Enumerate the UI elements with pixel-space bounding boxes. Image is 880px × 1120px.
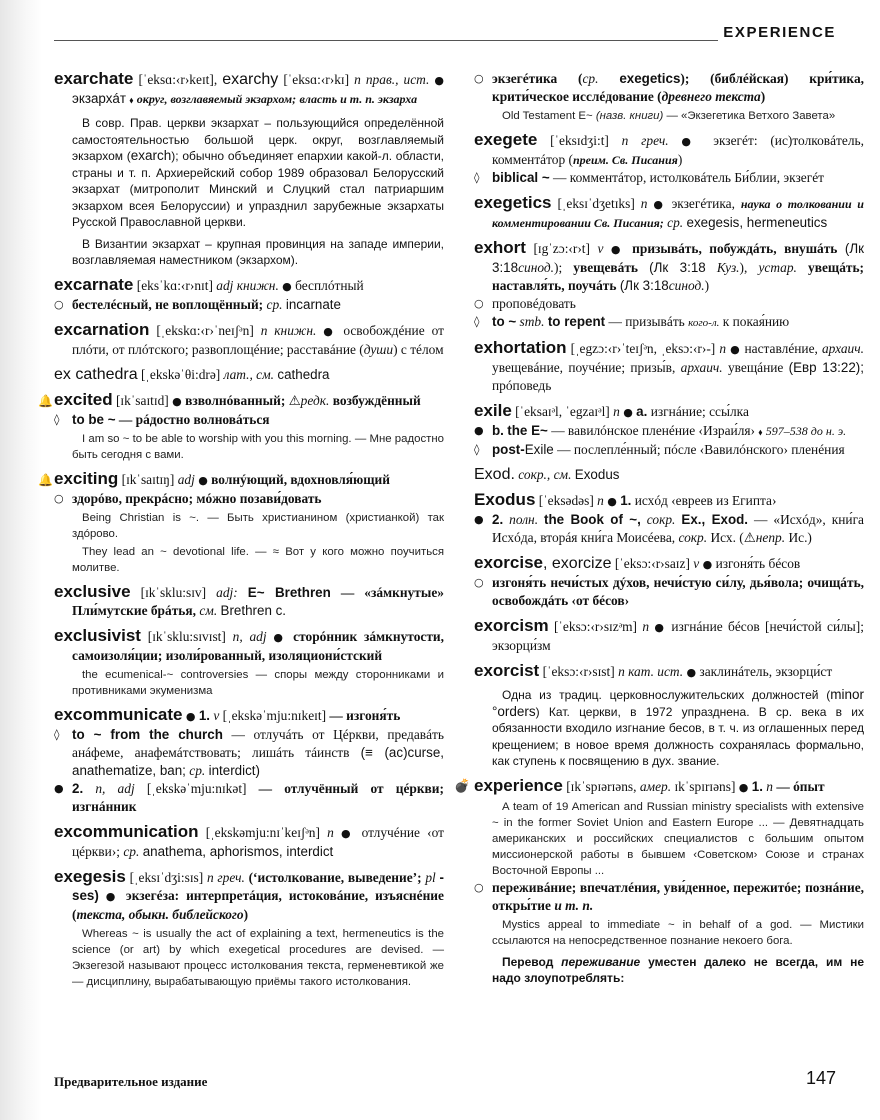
translation: изгоня́ть нечи́стых дýхов, нечи́стую си́лу, дья́вола; очищáть, освобождáть ‹от бéсов› bbox=[492, 575, 864, 608]
bible-reference: (Лк 3:18 bbox=[492, 241, 865, 275]
bible-reference: (Евр 13:22); bbox=[788, 360, 864, 375]
entry-excommunication bbox=[54, 823, 444, 861]
entry-exod bbox=[474, 466, 864, 484]
headword: excommunicate bbox=[54, 704, 183, 724]
entry-exorcise bbox=[474, 554, 864, 610]
pronunciation: [ˌeksɪˈdʒi:sɪs] bbox=[129, 869, 204, 885]
sense-number: 1. bbox=[751, 778, 763, 794]
note-text: Одна из традиц. церковнослужительских должностей ( bbox=[502, 688, 831, 702]
headword: Exod. bbox=[474, 466, 515, 483]
definition: округ, возглавяемый экзархом; bbox=[136, 92, 297, 106]
sense-number: 2. bbox=[72, 780, 84, 796]
header-rule bbox=[54, 40, 718, 41]
cross-ref-label: ср. bbox=[123, 843, 140, 859]
open-circle-icon: ○ bbox=[54, 491, 64, 505]
entry-exile bbox=[474, 402, 864, 459]
entry-exegetics bbox=[474, 194, 864, 232]
translation: бесплóтный bbox=[295, 277, 364, 293]
note-text: В совр. Прав. церкви экзархат – пользующийся определённой самостоятельностью большой церк. округ, возглавляемый экзархом ( bbox=[72, 116, 444, 163]
phrase: to be ~ bbox=[72, 411, 116, 427]
headword: exciting bbox=[54, 468, 119, 488]
warning-icon: ⚠ bbox=[743, 530, 756, 545]
cross-ref-link[interactable]: interdict) bbox=[208, 762, 260, 778]
synonyms: (≡ (ac)curse, anathematize, ban; bbox=[72, 744, 444, 778]
pos-label: adj bbox=[177, 471, 195, 487]
translation: бестелéсный, не воплощённый; bbox=[72, 296, 264, 312]
pronunciation: [ˌekskɑ:‹r›ˈneɪʃᵊn] bbox=[156, 322, 254, 338]
usage-label: и т. п. bbox=[554, 897, 594, 913]
right-column bbox=[454, 70, 865, 994]
bullet-icon: ● bbox=[282, 279, 292, 293]
headword: exhort bbox=[474, 238, 526, 257]
pronunciation: [ˈeksɑ:‹r›kɪ] bbox=[283, 72, 350, 87]
example: Whereas ~ is usually the act of explaining a text, hermeneutics is the science (or art) by which exegetical procedures are devised. — Экзегезой называют процесс истолкования текста, герменевтикой же — дисциплину, вырабатывающую приёмы такого истолкования. bbox=[72, 927, 444, 988]
bullet-icon: ● bbox=[623, 406, 633, 419]
pos-label: лат., см. bbox=[223, 366, 275, 382]
bullet-icon: ● bbox=[474, 513, 484, 526]
headword: exile bbox=[474, 401, 512, 420]
punctuation: ); bbox=[553, 260, 563, 275]
cross-ref-label: см. bbox=[199, 602, 218, 618]
translation: — óпыт bbox=[776, 778, 825, 794]
headword: exorcism bbox=[474, 616, 549, 635]
pronunciation: [ˈeksɔ:‹r›sɪst] bbox=[542, 664, 615, 679]
bullet-icon: ● bbox=[738, 780, 749, 794]
note-term: переживание bbox=[561, 954, 641, 969]
pos-label: n bbox=[719, 341, 727, 356]
running-head: EXPERIENCE bbox=[723, 24, 836, 41]
example: I am so ~ to be able to worship with you this morning. — Мне радостно быть сегодня с вами. bbox=[72, 432, 444, 461]
translation: взволнóванный; bbox=[185, 392, 286, 408]
sense-letter: b. bbox=[492, 423, 504, 438]
translation: проповéдовать bbox=[492, 296, 576, 311]
reference-label: синод. bbox=[518, 260, 554, 275]
open-circle-icon: ○ bbox=[474, 880, 484, 894]
note-text: ); обычно объединяет епархии какой-л. области, страны и т. п. Архиерейский собор 1989 образовал Белорусский экзархат (митрополит Минский и Слуцкий стал патриаршим экзархом всея Белоруссии) и упразднил зарубежные экзархаты Русской Православной церкви. bbox=[72, 149, 444, 229]
punctuation: ), bbox=[739, 260, 748, 275]
example-translation: — «Экзегетика Ветхого Завета» bbox=[666, 110, 836, 122]
phrase: the E~ bbox=[507, 423, 548, 438]
usage-label: редк. bbox=[300, 392, 330, 408]
translation: здорóво, прекрáсно; мóжно позави́довать bbox=[72, 490, 322, 506]
diamond-icon: ◊ bbox=[54, 727, 60, 741]
note-text: ) Кат. церкви, в 1972 упразднена. В ср. века в их обязанности входило изгнание бесов, в т. ч. из оглашенных перед крещением; в новое время должность сохранялась формально, как ступень к посвящению в дух. звание. bbox=[492, 704, 864, 768]
translation: увещевáть bbox=[573, 260, 638, 275]
translation: возбуждённый bbox=[332, 392, 421, 408]
pos-label: v bbox=[693, 556, 700, 571]
translation: увещевáние, поучéние; призы́в, bbox=[492, 360, 676, 375]
phrase-translation: — послепле́нный; пóсле ‹Вавилóнского› пленéния bbox=[557, 442, 845, 457]
translation: — изгоня́ть bbox=[329, 707, 401, 723]
headword: excited bbox=[54, 389, 113, 409]
translation: заклинáтель, экзорци́ст bbox=[699, 664, 833, 679]
pos-label: n греч. bbox=[206, 869, 245, 885]
diamond-icon: ◊ bbox=[474, 171, 480, 184]
cross-ref-link[interactable]: exegetics bbox=[619, 71, 681, 86]
bullet-icon: ● bbox=[434, 74, 444, 87]
pos-label: n bbox=[642, 619, 650, 634]
translation: увещáть; наставля́ть, поучáть bbox=[492, 260, 865, 293]
example-label: (назв. книги) bbox=[595, 110, 664, 122]
translation: экзегéза: интерпретáция, истоковáние, изъяснéние ( bbox=[72, 887, 444, 922]
headword: exclusive bbox=[54, 581, 131, 601]
plural-label: pl bbox=[425, 869, 436, 885]
note-term: minor °orders bbox=[492, 687, 864, 719]
cross-ref-link[interactable]: incarnate bbox=[285, 296, 341, 312]
headword: exegesis bbox=[54, 866, 126, 886]
pronunciation: [ɪkˈspɪərɪəns, bbox=[566, 778, 637, 794]
translation: изгнáние бéсов [нечи́стой си́лы]; экзорци́зм bbox=[492, 619, 864, 653]
phrase: biblical ~ bbox=[492, 170, 550, 185]
entry-exegesis bbox=[54, 868, 444, 990]
translation: — вавилóнское пленéние ‹Израи́ля› bbox=[551, 423, 756, 438]
pronunciation: [ɪkˈsaɪtɪŋ] bbox=[121, 471, 175, 487]
cross-ref-link[interactable]: cathedra bbox=[277, 366, 330, 382]
phrase-translation: — отлучáть от Цéркви, предавáть анáфеме, анафемáтствовать; лишáть тáинств bbox=[72, 726, 444, 760]
etymology: (‘истолкование, выведение’; bbox=[248, 869, 422, 885]
translation: сторóнник зáмкнутости, самоизоля́ции; изоли́рованный, изоляциони́стский bbox=[72, 628, 444, 663]
phrase-label: кого-л. bbox=[688, 317, 720, 329]
phrase: to ~ bbox=[492, 314, 517, 329]
pronunciation: [ˌekskəˈmju:nɪkət] bbox=[146, 780, 247, 796]
translation: ) bbox=[760, 89, 766, 104]
pronunciation: [ˈeksɑ:‹r›keɪt], bbox=[138, 72, 218, 87]
headword: exhortation bbox=[474, 338, 567, 357]
entry-exclusive bbox=[54, 583, 444, 620]
entry-exhortation bbox=[474, 339, 864, 395]
entry-exegesis-continued bbox=[474, 70, 864, 124]
example: They lead an ~ devotional life. — ≈ Вот у кого можно поучиться молитве. bbox=[72, 545, 444, 574]
cross-ref-link[interactable]: anathema, aphorismos, interdict bbox=[142, 843, 334, 859]
bullet-icon: ● bbox=[653, 198, 666, 211]
bullet-icon: ● bbox=[681, 135, 701, 148]
usage-label: непр. bbox=[755, 530, 786, 545]
reference-label: синод. bbox=[668, 278, 705, 293]
diamond-icon: ◊ bbox=[54, 412, 60, 426]
headword: excarnate bbox=[54, 274, 134, 294]
bullet-icon: ● bbox=[610, 243, 625, 256]
pronunciation: [ˌekskəˈθi:drə] bbox=[140, 366, 221, 382]
entry-exciting bbox=[38, 468, 444, 576]
entry-excarnate bbox=[54, 276, 444, 314]
pronunciation: [ˈeksɔ:‹r›saɪz] bbox=[614, 556, 690, 571]
note-text: Перевод bbox=[502, 954, 554, 969]
example: the ecumenical-~ controversies — споры между сторонниками и противниками экуменизма bbox=[72, 668, 444, 697]
pos-label: adj книжн. bbox=[216, 277, 279, 293]
page-gutter-shadow bbox=[0, 0, 42, 1120]
incorrect-form: Ис.) bbox=[788, 530, 812, 545]
sense-number: 2. bbox=[492, 512, 504, 527]
pronunciation: [ˈeksaɪᵊl, ˈegzaɪᵊl] bbox=[515, 404, 610, 419]
example: Being Christian is ~. — Быть христианином (христианкой) так здóрово. bbox=[72, 511, 444, 540]
bullet-icon: ● bbox=[185, 709, 196, 723]
usage-label: амер. bbox=[639, 778, 672, 794]
diamond-icon: ◊ bbox=[474, 315, 480, 328]
bullet-icon: ● bbox=[654, 621, 666, 634]
headword: Exodus bbox=[474, 490, 536, 509]
headword: excarnation bbox=[54, 319, 150, 339]
headword: exegetics bbox=[474, 193, 552, 212]
entry-excommunicate bbox=[54, 706, 444, 816]
pronunciation: [ɪkˈsklu:sɪv] bbox=[140, 584, 207, 600]
usage-label: сокр. bbox=[646, 512, 676, 527]
pos-label: сокр., см. bbox=[518, 467, 572, 482]
bullet-icon: ● bbox=[607, 495, 617, 508]
translation: призывáть, побуждáть, внушáть bbox=[632, 241, 838, 256]
translation-gloss: древнего текста bbox=[661, 89, 761, 104]
translation: волнýющий, вдохновля́ющий bbox=[211, 471, 390, 487]
reference-label: Куз. bbox=[716, 260, 740, 275]
entry-excited bbox=[38, 389, 444, 463]
pos-label: adj: bbox=[216, 584, 238, 600]
entry-excarnation bbox=[54, 321, 444, 359]
phrase: to ~ from the church bbox=[72, 726, 223, 742]
translation: изгнáние; ссы́лка bbox=[650, 404, 749, 419]
entry-exegete bbox=[474, 131, 864, 187]
pronunciation: [ɪkˈsklu:sɪvɪst] bbox=[147, 628, 226, 644]
cross-ref-link[interactable]: exegesis, hermeneutics bbox=[686, 215, 828, 230]
phrase-label: smb. bbox=[519, 314, 545, 329]
headword: ex cathedra bbox=[54, 365, 138, 383]
pos-label: n, adj bbox=[232, 628, 267, 644]
translation: ); (библéйская) кри́тика, крити́ческое исслéдование ( bbox=[492, 71, 864, 104]
usage-label: архаич. bbox=[821, 341, 864, 356]
bullet-icon: ● bbox=[105, 889, 119, 903]
bullet-icon: ● bbox=[474, 424, 484, 437]
bullet-icon: ● bbox=[198, 473, 208, 487]
translation: экзегéтика, bbox=[671, 196, 735, 211]
bullet-icon: ● bbox=[730, 343, 741, 356]
pronunciation: [ɪgˈzɔ:‹r›t] bbox=[533, 241, 590, 256]
pronunciation: [ˈeksədəs] bbox=[538, 493, 594, 508]
sense-number: 1. bbox=[620, 493, 632, 508]
note-text: В Византии экзархат – крупная провинция на западе империи, возглавляемая наместником (экзархом). bbox=[72, 236, 444, 267]
example: Mystics appeal to immediate ~ in behalf of a god. — Мистики ссылаются на непосредственное познание некоего бога. bbox=[492, 918, 864, 947]
pronunciation: ɪkˈspɪrɪəns] bbox=[674, 778, 736, 794]
pronunciation: [ˌegzɔ:‹r›ˈteɪʃᵊn, ˌeksɔ:‹r›-] bbox=[570, 341, 716, 356]
entry-exarchate bbox=[54, 70, 444, 269]
pronunciation: [ˌekskəmju:nɪˈkeɪʃᵊn] bbox=[205, 824, 320, 840]
cross-ref-label: ср. bbox=[189, 762, 206, 778]
rhombus-icon: ⬧ bbox=[129, 95, 134, 105]
translation-gloss: наука о толковании и комментировании Св. Писания; bbox=[492, 197, 864, 230]
warning-icon: ⚠ bbox=[288, 392, 301, 408]
pronunciation: [ɪkˈsaɪtɪd] bbox=[115, 392, 169, 408]
phrase-translation: к покая́нию bbox=[722, 314, 790, 329]
translation-gloss: преим. Св. Писания bbox=[573, 153, 678, 167]
open-circle-icon: ○ bbox=[474, 297, 484, 310]
usage-label: сокр. bbox=[678, 530, 708, 545]
entry-exclusivist bbox=[54, 627, 444, 699]
pos-label: v bbox=[597, 241, 604, 256]
pos-label: n, adj bbox=[95, 780, 135, 796]
open-circle-icon: ○ bbox=[474, 576, 484, 589]
bullet-icon: ● bbox=[341, 826, 355, 840]
entry-experience bbox=[454, 775, 864, 987]
phrase-translation: — комментáтор, истолковáтель Би́блии, экзегéт bbox=[553, 170, 825, 185]
translation: ) bbox=[677, 152, 683, 167]
pronunciation: [ˈeksɔ:‹r›sɪzᵊm] bbox=[554, 619, 638, 634]
rhombus-icon: ⬧ bbox=[758, 427, 763, 437]
usage-label: полн. bbox=[509, 512, 539, 527]
translation: — «Исхóд», кни́га Исхóда, вторáя кни́га Моисéева, bbox=[492, 512, 865, 545]
cross-ref-label: ср. bbox=[582, 71, 599, 86]
translation: ) bbox=[243, 906, 249, 922]
pos-label: n кат. ист. bbox=[618, 664, 684, 679]
entry-exodus: Exodus [ˈeksədəs] n ● 1. исхóд ‹евреев из Египта› ● 2. полн. the Book of ~, сокр. Ex., Exod. — «Исхóд», кни́га Исхóда, вторáя кни́га Моисéева, сокр. Исх. (⚠непр. Ис.) bbox=[474, 490, 865, 545]
left-column bbox=[38, 69, 444, 997]
bullet-icon: ● bbox=[686, 666, 697, 679]
bullet-icon: ● bbox=[54, 781, 64, 795]
bell-icon: 🔔 bbox=[38, 472, 53, 487]
phrase: the Book of ~, bbox=[544, 512, 641, 527]
translation: экзегéтика ( bbox=[492, 71, 583, 86]
bible-reference: (Лк 3:18 bbox=[619, 278, 669, 293]
headword-variant: exarchy bbox=[222, 71, 279, 88]
pos-label: v bbox=[213, 707, 220, 723]
pos-label: n греч. bbox=[621, 133, 669, 148]
translation: освобождéние от плóти, от плóтского; развоплощéние; расставáние ( bbox=[72, 322, 444, 357]
example: A team of 19 American and Russian ministry specialists with extensive ~ in the former Soviet Union and Eastern Europe ... — Девятнадцать американских и российских специалистов с большим опытом миссионерской работы в бывшем ‹Советском› Союзе и странах Восточной Европы ... bbox=[492, 800, 864, 877]
pos-label: n bbox=[640, 196, 648, 211]
headword: exclusivist bbox=[54, 625, 141, 645]
translation: ) с тéлом bbox=[393, 341, 444, 357]
entry-exorcism bbox=[474, 617, 864, 655]
headword: exarchate bbox=[54, 69, 134, 88]
translation: — «зáмкнутые» Пли́мутские брáтья, bbox=[72, 584, 444, 618]
pronunciation: [ˈeksɪdʒi:t] bbox=[550, 133, 609, 148]
phrase: Exile bbox=[524, 442, 554, 457]
punctuation: ) bbox=[704, 278, 710, 293]
example-text: Old Testament E~ bbox=[502, 110, 593, 122]
phrase-translation: — призывáть bbox=[608, 314, 685, 329]
pos-label: n bbox=[613, 404, 620, 419]
bullet-icon: ● bbox=[172, 394, 182, 408]
headword: excommunication bbox=[54, 821, 199, 841]
translation: прóповедь bbox=[492, 378, 552, 393]
translation: переживáние; впечатлéния, уви́денное, пережитóе; познáние, откры́тие bbox=[492, 879, 864, 913]
pos-label: n bbox=[597, 493, 604, 508]
abbreviation: Ex., Exod. bbox=[681, 512, 749, 527]
translation: экзархáт bbox=[72, 91, 127, 106]
translation-gloss: текста, обыкн. библейского bbox=[76, 906, 244, 922]
bomb-icon: 💣 bbox=[454, 778, 471, 794]
pos-label: n bbox=[327, 824, 334, 840]
date-range: 597–538 до н. э. bbox=[765, 424, 847, 438]
sense-letter: a. bbox=[636, 404, 648, 419]
cross-ref-label: ср. bbox=[667, 215, 684, 230]
note-term: exarch bbox=[130, 148, 172, 163]
entry-exorcist bbox=[474, 662, 864, 770]
translation: отлучéние ‹от цéркви›; bbox=[72, 824, 444, 859]
translation: экзегéт: (ис)толковáтель, комментáтор ( bbox=[492, 133, 864, 167]
cross-ref-link[interactable]: Brethren c. bbox=[220, 602, 287, 618]
headword: experience bbox=[474, 775, 563, 795]
sense-number: 1. bbox=[198, 707, 210, 723]
entry-exhort bbox=[474, 239, 864, 332]
translation: наставлéние, bbox=[744, 341, 818, 356]
pos-label: n bbox=[766, 778, 773, 794]
translation-gloss: души bbox=[363, 341, 394, 357]
cross-ref-link[interactable]: Exodus bbox=[574, 467, 620, 482]
note-text: уместен далеко не всегда, им не надо злоупотреблять: bbox=[492, 954, 864, 985]
usage-label: архаич. bbox=[680, 360, 723, 375]
headword: exegete bbox=[474, 130, 538, 149]
headword: exorcise bbox=[474, 553, 543, 572]
translation: — отлучённый от цéркви; изгнáнник bbox=[72, 780, 444, 814]
bell-icon: 🔔 bbox=[38, 393, 53, 408]
pronunciation: [ˌeksɪˈdʒetɪks] bbox=[557, 196, 635, 211]
bullet-icon: ● bbox=[702, 558, 713, 571]
translation: изгоня́ть бéсов bbox=[715, 556, 801, 571]
open-circle-icon: ○ bbox=[474, 72, 484, 85]
diamond-icon: ◊ bbox=[474, 443, 480, 456]
cross-ref-label: ср. bbox=[266, 296, 283, 312]
bullet-icon: ● bbox=[323, 324, 337, 338]
bullet-icon: ● bbox=[273, 630, 287, 644]
headword: exorcist bbox=[474, 661, 540, 680]
translation: исхóд ‹евреев из Египта› bbox=[634, 493, 777, 508]
pronunciation: [eksˈkɑ:‹r›nɪt] bbox=[136, 277, 213, 293]
phrase: E~ Brethren bbox=[247, 584, 331, 600]
pronunciation: [ˌekskəˈmju:nɪkeɪt] bbox=[222, 707, 327, 723]
page-number: 147 bbox=[805, 1068, 836, 1088]
abbreviation: Исх. bbox=[710, 530, 736, 545]
plural-form: -ses) bbox=[72, 869, 444, 903]
edition-label: Предварительное издание bbox=[54, 1074, 208, 1089]
phrase: to repent bbox=[547, 314, 606, 329]
headword-variant: , exorcize bbox=[543, 555, 612, 572]
pos-label: n книжн. bbox=[260, 322, 317, 338]
usage-label: устар. bbox=[758, 260, 797, 275]
bible-reference: (Лк 3:18 bbox=[649, 260, 706, 275]
entry-ex-cathedra bbox=[54, 366, 444, 384]
open-circle-icon: ○ bbox=[54, 297, 64, 311]
phrase-prefix: post- bbox=[492, 442, 525, 457]
pos-label: n прав., ист. bbox=[354, 72, 430, 87]
translation: увещáние bbox=[727, 360, 784, 375]
phrase-translation: — рáдостно волновáться bbox=[118, 411, 270, 427]
definition: власть и т. п. экзарха bbox=[299, 92, 418, 106]
